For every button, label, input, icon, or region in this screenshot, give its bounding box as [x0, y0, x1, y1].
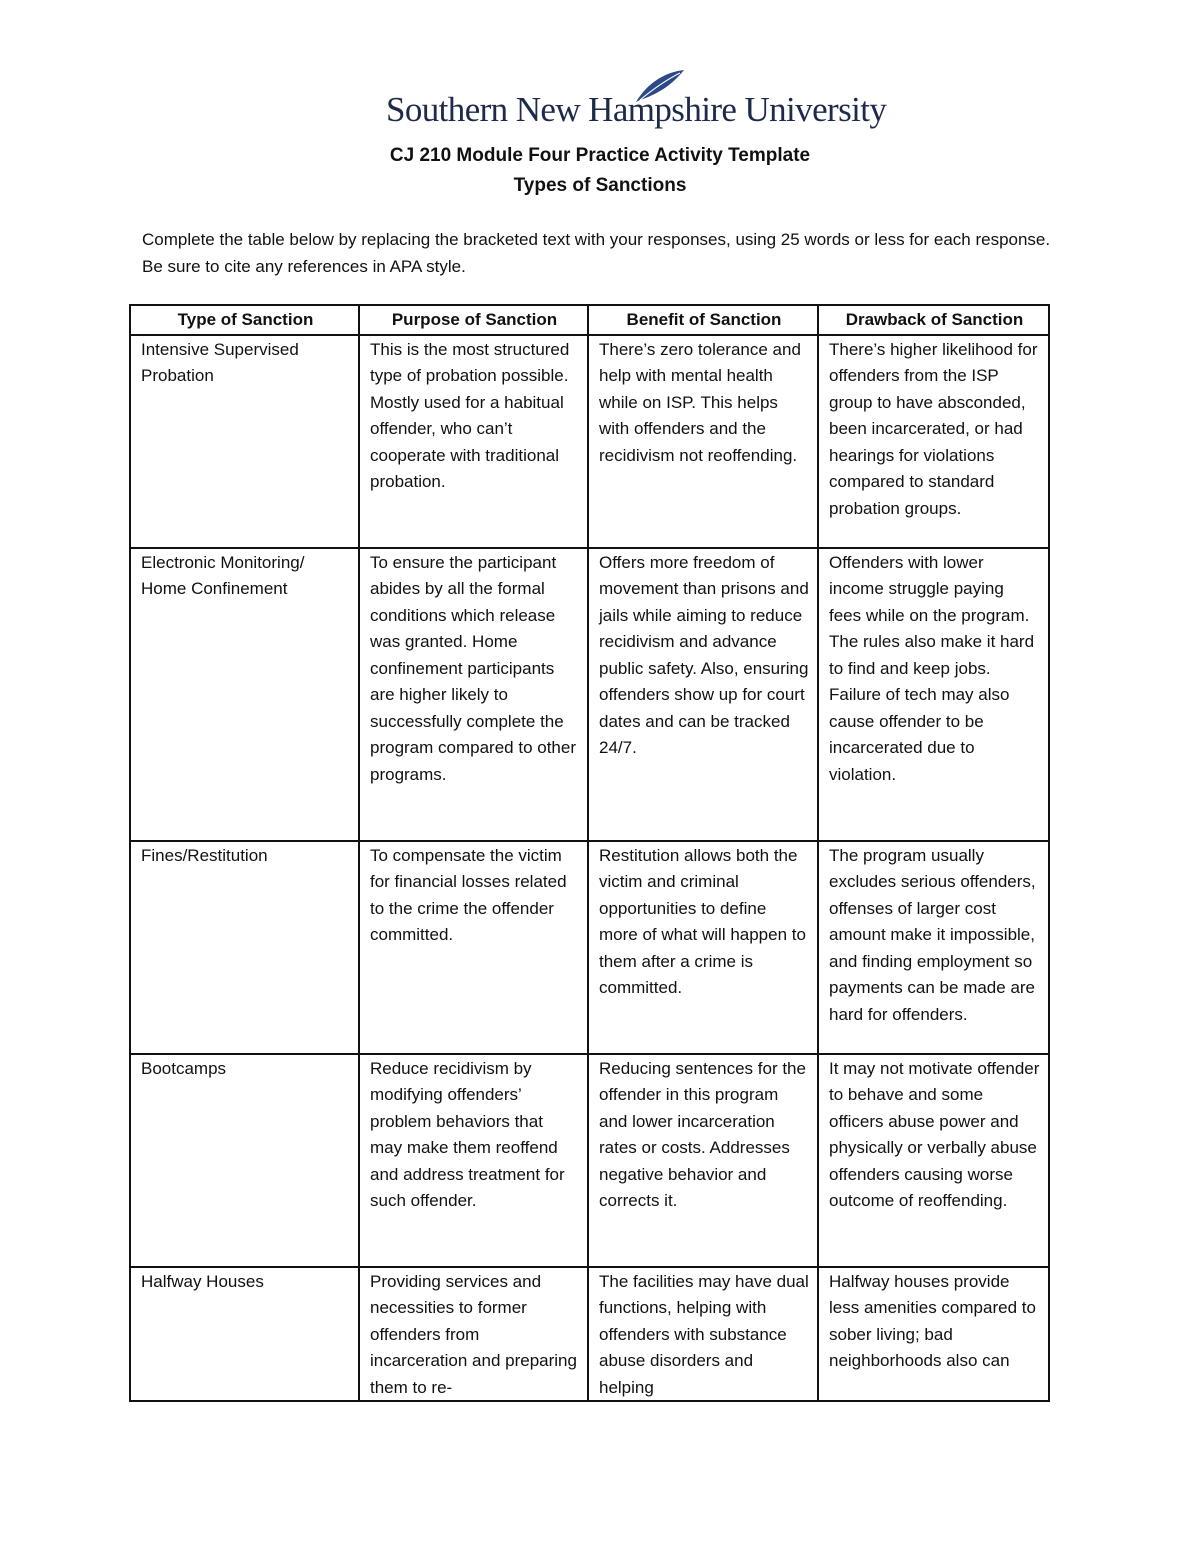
table-header-row	[130, 305, 1049, 335]
cell-purpose: This is the most structured type of probation possible. Mostly used for a habitual offender, who can’t cooperate with traditional probation.	[359, 335, 588, 548]
cell-drawback: Offenders with lower income struggle paying fees while on the program. The rules also make it hard to find and keep jobs. Failure of tech may also cause offender to be incarcerated due to violation.	[818, 548, 1049, 841]
page-subtitle: Types of Sanctions	[513, 175, 687, 196]
cell-type	[130, 1267, 359, 1401]
table-row	[130, 1267, 1049, 1401]
table-row	[130, 335, 1049, 548]
cell-drawback	[818, 1267, 1049, 1401]
header-drawback: Drawback of Sanction	[818, 305, 1049, 335]
cell-text: Halfway houses provide less amenities compared to sober living; bad neighborhoods also can	[829, 1271, 1036, 1370]
cell-drawback: The program usually excludes serious offenders, offenses of larger cost amount make it impossible, and finding employment so payments can be made are hard for offenders.	[818, 841, 1049, 1054]
university-logo	[386, 68, 887, 138]
cell-text: Halfway Houses	[141, 1271, 264, 1291]
cell-text: Providing services and necessities to former offenders from incarceration and preparing them to re-	[370, 1271, 577, 1397]
cell-purpose: To compensate the victim for financial losses related to the crime the offender committed.	[359, 841, 588, 1054]
table-row	[130, 841, 1049, 1054]
sanctions-table	[129, 304, 1050, 1402]
cell-benefit	[588, 1267, 818, 1401]
cell-benefit: There’s zero tolerance and help with mental health while on ISP. This helps with offenders and the recidivism not reoffending.	[588, 335, 818, 548]
cell-drawback: It may not motivate offender to behave and some officers abuse power and physically or verbally abuse offenders causing worse outcome of reoffending.	[818, 1054, 1049, 1267]
instructions-paragraph: Complete the table below by replacing the bracketed text with your responses, using 25 words or less for each response. Be sure to cite any references in APA style.	[142, 230, 1051, 276]
header-type: Type of Sanction	[130, 305, 359, 335]
cell-type: Intensive Supervised Probation	[130, 335, 359, 548]
table-row	[130, 1054, 1049, 1267]
header-purpose: Purpose of Sanction	[359, 305, 588, 335]
cell-type: Bootcamps	[130, 1054, 359, 1267]
cell-text: The facilities may have dual functions, helping with offenders with substance abuse disorders and helping	[599, 1271, 809, 1397]
cell-type: Electronic Monitoring/ Home Confinement	[130, 548, 359, 841]
header-benefit: Benefit of Sanction	[588, 305, 818, 335]
cell-purpose	[359, 1267, 588, 1401]
logo-text: Southern New Hampshire University	[386, 90, 887, 129]
cell-benefit: Restitution allows both the victim and criminal opportunities to define more of what will happen to them after a crime is committed.	[588, 841, 818, 1054]
cell-type: Fines/Restitution	[130, 841, 359, 1054]
cell-purpose: To ensure the participant abides by all the formal conditions which release was granted. Home confinement participants are higher likely to successfully complete the program compared to other programs.	[359, 548, 588, 841]
cell-drawback: There’s higher likelihood for offenders from the ISP group to have absconded, been incarcerated, or had hearings for violations compared to standard probation groups.	[818, 335, 1049, 548]
cell-benefit: Reducing sentences for the offender in this program and lower incarceration rates or costs. Addresses negative behavior and corrects it.	[588, 1054, 818, 1267]
cell-benefit: Offers more freedom of movement than prisons and jails while aiming to reduce recidivism and advance public safety. Also, ensuring offenders show up for court dates and can be tracked 24/7.	[588, 548, 818, 841]
cell-purpose: Reduce recidivism by modifying offenders’ problem behaviors that may make them reoffend and address treatment for such offender.	[359, 1054, 588, 1267]
page-title: CJ 210 Module Four Practice Activity Template	[389, 145, 811, 166]
table-row	[130, 548, 1049, 841]
